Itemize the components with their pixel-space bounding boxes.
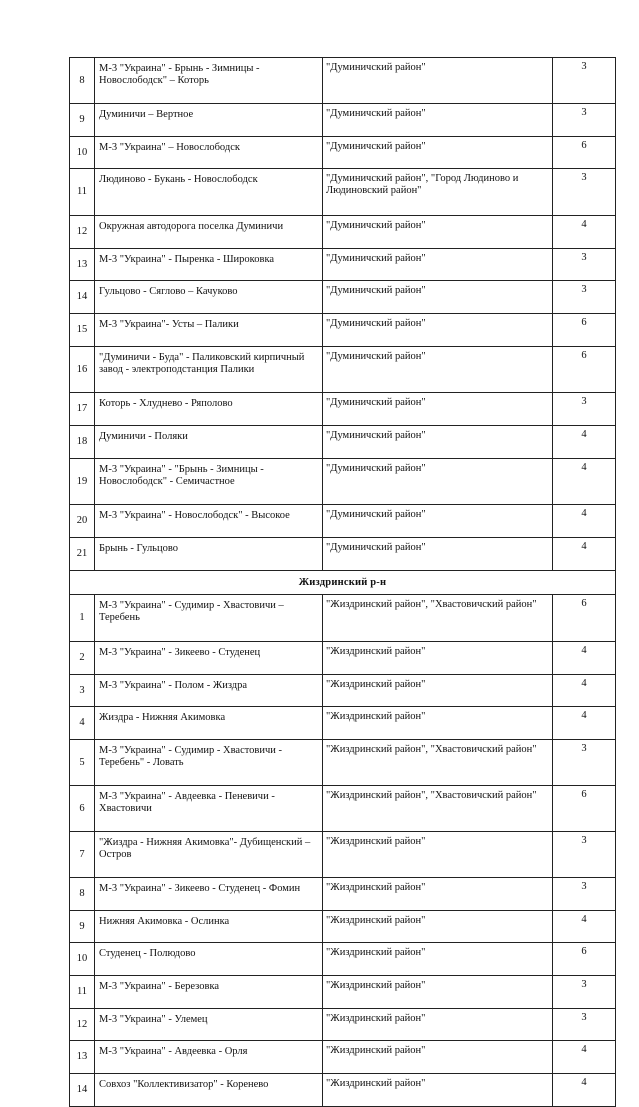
row-number: 6 [70, 786, 95, 832]
table-row [70, 58, 616, 104]
table-row [70, 911, 616, 943]
table-row [70, 216, 616, 249]
row-number: 9 [70, 104, 95, 137]
row-count: 6 [553, 595, 616, 642]
road-name: Думиничи - Поляки [95, 426, 323, 459]
table-row [70, 104, 616, 137]
district-name: "Жиздринский район" [323, 1009, 553, 1041]
row-count: 4 [553, 707, 616, 740]
row-number: 5 [70, 740, 95, 786]
district-name: "Жиздринский район" [323, 707, 553, 740]
district-name: "Думиничский район" [323, 58, 553, 104]
row-count: 4 [553, 426, 616, 459]
row-count: 3 [553, 976, 616, 1009]
table-row [70, 137, 616, 169]
road-name: М-3 "Украина" - "Брынь - Зимницы - Новослободск" - Семичастное [95, 459, 323, 505]
row-count: 6 [553, 314, 616, 347]
table-row [70, 1041, 616, 1074]
row-count: 4 [553, 505, 616, 538]
table-row [70, 249, 616, 281]
district-name: "Думиничский район" [323, 281, 553, 314]
road-name: М-3 "Украина" - Зикеево - Студенец - Фомин [95, 878, 323, 911]
document-page [69, 57, 615, 1107]
row-count: 3 [553, 1009, 616, 1041]
road-name: М-3 "Украина" – Новослободск [95, 137, 323, 169]
district-name: "Думиничский район" [323, 426, 553, 459]
district-name: "Думиничский район" [323, 459, 553, 505]
table-row [70, 595, 616, 642]
road-name: Которь - Хлуднево - Ряполово [95, 393, 323, 426]
table-row [70, 538, 616, 571]
row-number: 1 [70, 595, 95, 642]
row-number: 3 [70, 675, 95, 707]
road-name: Нижняя Акимовка - Ослинка [95, 911, 323, 943]
road-name: Совхоз "Коллективизатор" - Коренево [95, 1074, 323, 1107]
row-count: 3 [553, 169, 616, 216]
section-header-row [70, 571, 616, 595]
district-name: "Думиничский район" [323, 314, 553, 347]
road-name: М-3 "Украина" - Брынь - Зимницы - Новослободск" – Которь [95, 58, 323, 104]
row-number: 18 [70, 426, 95, 459]
row-count: 3 [553, 104, 616, 137]
row-number: 13 [70, 1041, 95, 1074]
road-name: "Жиздра - Нижняя Акимовка"- Дубищенский – Остров [95, 832, 323, 878]
district-name: "Думиничский район" [323, 347, 553, 393]
row-count: 3 [553, 249, 616, 281]
roads-table-body [70, 58, 616, 1107]
road-name: М-3 "Украина" - Пыренка - Широковка [95, 249, 323, 281]
road-name: М-3 "Украина" - Березовка [95, 976, 323, 1009]
road-name: М-3 "Украина" - Зикеево - Студенец [95, 642, 323, 675]
district-name: "Жиздринский район", "Хвастовичский район" [323, 786, 553, 832]
row-number: 19 [70, 459, 95, 505]
row-number: 2 [70, 642, 95, 675]
row-number: 8 [70, 58, 95, 104]
row-number: 15 [70, 314, 95, 347]
table-row [70, 347, 616, 393]
road-name: М-3 "Украина" - Судимир - Хвастовичи – Теребень [95, 595, 323, 642]
row-count: 3 [553, 281, 616, 314]
table-row [70, 393, 616, 426]
district-name: "Жиздринский район" [323, 642, 553, 675]
district-name: "Думиничский район" [323, 249, 553, 281]
district-name: "Жиздринский район", "Хвастовичский район" [323, 740, 553, 786]
district-name: "Жиздринский район" [323, 1041, 553, 1074]
row-number: 9 [70, 911, 95, 943]
road-name: М-3 "Украина" - Судимир - Хвастовичи - Теребень" - Ловать [95, 740, 323, 786]
road-name: М-3 "Украина" - Улемец [95, 1009, 323, 1041]
table-row [70, 976, 616, 1009]
table-row [70, 505, 616, 538]
table-row [70, 281, 616, 314]
district-name: "Думиничский район" [323, 505, 553, 538]
table-row [70, 786, 616, 832]
row-count: 3 [553, 58, 616, 104]
table-row [70, 314, 616, 347]
row-count: 3 [553, 393, 616, 426]
road-name: "Думиничи - Буда" - Паликовский кирпичный завод - электроподстанция Палики [95, 347, 323, 393]
row-number: 10 [70, 943, 95, 976]
row-number: 7 [70, 832, 95, 878]
road-name: Окружная автодорога поселка Думиничи [95, 216, 323, 249]
row-number: 11 [70, 169, 95, 216]
row-count: 3 [553, 740, 616, 786]
row-number: 4 [70, 707, 95, 740]
row-count: 4 [553, 459, 616, 505]
district-name: "Думиничский район" [323, 538, 553, 571]
row-count: 6 [553, 137, 616, 169]
row-count: 4 [553, 675, 616, 707]
road-name: М-3 "Украина" - Новослободск" - Высокое [95, 505, 323, 538]
district-name: "Жиздринский район" [323, 911, 553, 943]
row-number: 11 [70, 976, 95, 1009]
row-count: 3 [553, 832, 616, 878]
table-row [70, 169, 616, 216]
district-name: "Жиздринский район" [323, 878, 553, 911]
table-row [70, 740, 616, 786]
district-name: "Жиздринский район" [323, 1074, 553, 1107]
table-row [70, 878, 616, 911]
district-name: "Жиздринский район", "Хвастовичский район" [323, 595, 553, 642]
row-number: 21 [70, 538, 95, 571]
row-count: 4 [553, 1041, 616, 1074]
row-count: 4 [553, 911, 616, 943]
district-name: "Думиничский район" [323, 216, 553, 249]
district-name: "Думиничский район" [323, 137, 553, 169]
row-number: 14 [70, 281, 95, 314]
row-count: 4 [553, 1074, 616, 1107]
row-count: 4 [553, 642, 616, 675]
row-number: 16 [70, 347, 95, 393]
table-row [70, 1074, 616, 1107]
row-number: 20 [70, 505, 95, 538]
row-count: 3 [553, 878, 616, 911]
table-row [70, 1009, 616, 1041]
road-name: Думиничи – Вертное [95, 104, 323, 137]
road-name: М-3 "Украина"- Усты – Палики [95, 314, 323, 347]
row-number: 12 [70, 1009, 95, 1041]
road-name: Брынь - Гульцово [95, 538, 323, 571]
district-name: "Жиздринский район" [323, 832, 553, 878]
row-number: 12 [70, 216, 95, 249]
row-number: 13 [70, 249, 95, 281]
road-name: Жиздра - Нижняя Акимовка [95, 707, 323, 740]
row-count: 4 [553, 538, 616, 571]
table-row [70, 459, 616, 505]
district-name: "Думиничский район" [323, 104, 553, 137]
district-name: "Думиничский район" [323, 393, 553, 426]
road-name: М-3 "Украина" - Авдеевка - Пеневичи - Хвастовичи [95, 786, 323, 832]
row-number: 8 [70, 878, 95, 911]
roads-table [69, 57, 616, 1107]
row-number: 14 [70, 1074, 95, 1107]
road-name: М-3 "Украина" - Полом - Жиздра [95, 675, 323, 707]
table-row [70, 707, 616, 740]
road-name: Студенец - Полюдово [95, 943, 323, 976]
road-name: Гульцово - Сяглово – Качуково [95, 281, 323, 314]
section-title: Жиздринский р-н [70, 571, 616, 595]
district-name: "Жиздринский район" [323, 943, 553, 976]
table-row [70, 832, 616, 878]
row-count: 4 [553, 216, 616, 249]
row-count: 6 [553, 347, 616, 393]
district-name: "Думиничский район", "Город Людиново и Людиновский район" [323, 169, 553, 216]
table-row [70, 943, 616, 976]
district-name: "Жиздринский район" [323, 976, 553, 1009]
road-name: М-3 "Украина" - Авдеевка - Орля [95, 1041, 323, 1074]
table-row [70, 426, 616, 459]
row-count: 6 [553, 786, 616, 832]
table-row [70, 675, 616, 707]
row-number: 10 [70, 137, 95, 169]
district-name: "Жиздринский район" [323, 675, 553, 707]
row-count: 6 [553, 943, 616, 976]
table-row [70, 642, 616, 675]
road-name: Людиново - Букань - Новослободск [95, 169, 323, 216]
row-number: 17 [70, 393, 95, 426]
